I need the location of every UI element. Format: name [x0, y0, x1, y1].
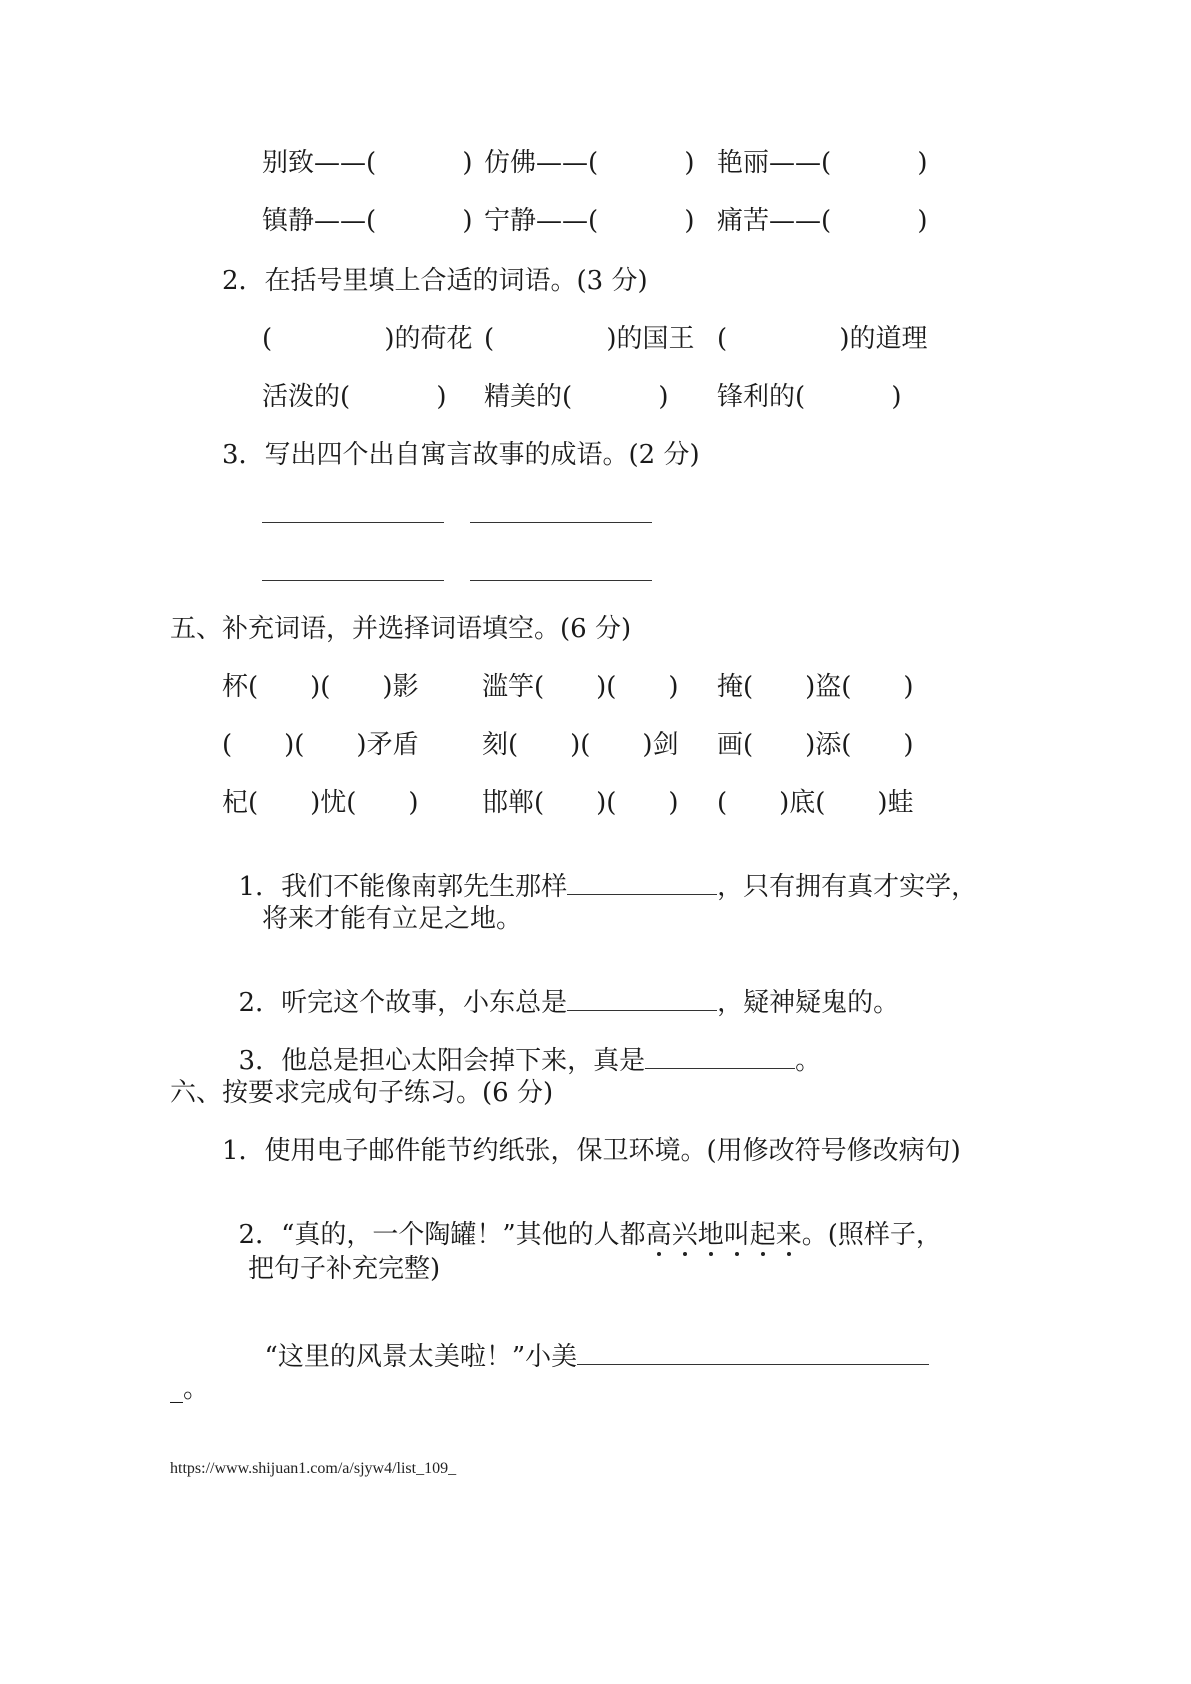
- phrase-item: ( )的道理: [717, 324, 928, 354]
- question-prompt: 3．写出四个出自寓言故事的成语。(2 分): [222, 440, 700, 470]
- answer-blank[interactable]: [262, 522, 444, 523]
- emphasis-char: 起: [749, 1220, 776, 1250]
- sentence-text: 。(照样子，: [801, 1220, 942, 1250]
- sentence-text: 把句子补充完整): [248, 1254, 441, 1284]
- fill-sentence: [222, 1022, 821, 1074]
- emphasis-char: 兴: [671, 1220, 698, 1250]
- sentence-text: 2．听完这个故事，小东总是: [238, 988, 568, 1018]
- idiom-item: 邯郸( )( ): [482, 788, 679, 818]
- phrase-item: ( )的荷花: [262, 324, 473, 354]
- question-prompt: 2．在括号里填上合适的词语。(3 分): [222, 266, 648, 296]
- question-text: [222, 1196, 942, 1248]
- fill-sentence: [222, 848, 977, 900]
- idiom-item: 杯( )( )影: [222, 672, 419, 702]
- synonym-item: 痛苦——( ): [717, 206, 928, 236]
- sentence-text: 将来才能有立足之地。: [262, 904, 523, 934]
- synonym-item: 别致——( ): [262, 148, 473, 178]
- answer-blank[interactable]: [567, 894, 717, 895]
- synonym-item: 宁静——( ): [484, 206, 695, 236]
- idiom-item: ( )( )矛盾: [222, 730, 419, 760]
- idiom-item: 杞( )忧( ): [222, 788, 419, 818]
- sentence-text: 1．我们不能像南郭先生那样: [238, 872, 568, 902]
- answer-blank[interactable]: [567, 1010, 717, 1011]
- synonym-item: 仿佛——( ): [484, 148, 695, 178]
- emphasis-char: 来: [775, 1220, 802, 1250]
- phrase-item: 锋利的( ): [717, 382, 902, 412]
- answer-blank[interactable]: [470, 580, 652, 581]
- idiom-item: 刻( )( )剑: [482, 730, 679, 760]
- sentence-text: 。: [795, 1046, 822, 1076]
- question-text: 1．使用电子邮件能节约纸张，保卫环境。(用修改符号修改病句): [222, 1136, 961, 1166]
- answer-blank[interactable]: [262, 580, 444, 581]
- phrase-item: ( )的国王: [484, 324, 695, 354]
- idiom-item: 画( )添( ): [717, 730, 914, 760]
- sentence-text: 2．“真的，一个陶罐！”其他的人都: [238, 1220, 646, 1250]
- answer-blank[interactable]: [577, 1364, 929, 1365]
- fill-sentence: [222, 964, 899, 1016]
- answer-blank[interactable]: [470, 522, 652, 523]
- emphasis-char: 叫: [723, 1220, 750, 1250]
- sentence-text: 3．他总是担心太阳会掉下来，真是: [238, 1046, 646, 1076]
- idiom-item: 掩( )盗( ): [717, 672, 914, 702]
- idiom-item: ( )底( )蛙: [717, 788, 914, 818]
- emphasis-char: 高: [645, 1220, 672, 1250]
- answer-blank[interactable]: [645, 1068, 795, 1069]
- phrase-item: 活泼的( ): [262, 382, 447, 412]
- synonym-item: 镇静——( ): [262, 206, 473, 236]
- phrase-item: 精美的( ): [484, 382, 669, 412]
- sentence-end: _。: [170, 1374, 210, 1404]
- synonym-item: 艳丽——( ): [717, 148, 928, 178]
- section-title: 六、按要求完成句子练习。(6 分): [170, 1078, 554, 1108]
- section-title: 五、补充词语，并选择词语填空。(6 分): [170, 614, 632, 644]
- footer-url[interactable]: https://www.shijuan1.com/a/sjyw4/list_109_: [170, 1460, 457, 1477]
- sentence-text: ，只有拥有真才实学，: [717, 872, 978, 902]
- emphasis-char: 地: [697, 1220, 724, 1250]
- fill-sentence: [248, 1318, 929, 1370]
- sentence-text: ，疑神疑鬼的。: [717, 988, 900, 1018]
- idiom-item: 滥竽( )( ): [482, 672, 679, 702]
- sentence-text: “这里的风景太美啦！”小美: [264, 1342, 578, 1372]
